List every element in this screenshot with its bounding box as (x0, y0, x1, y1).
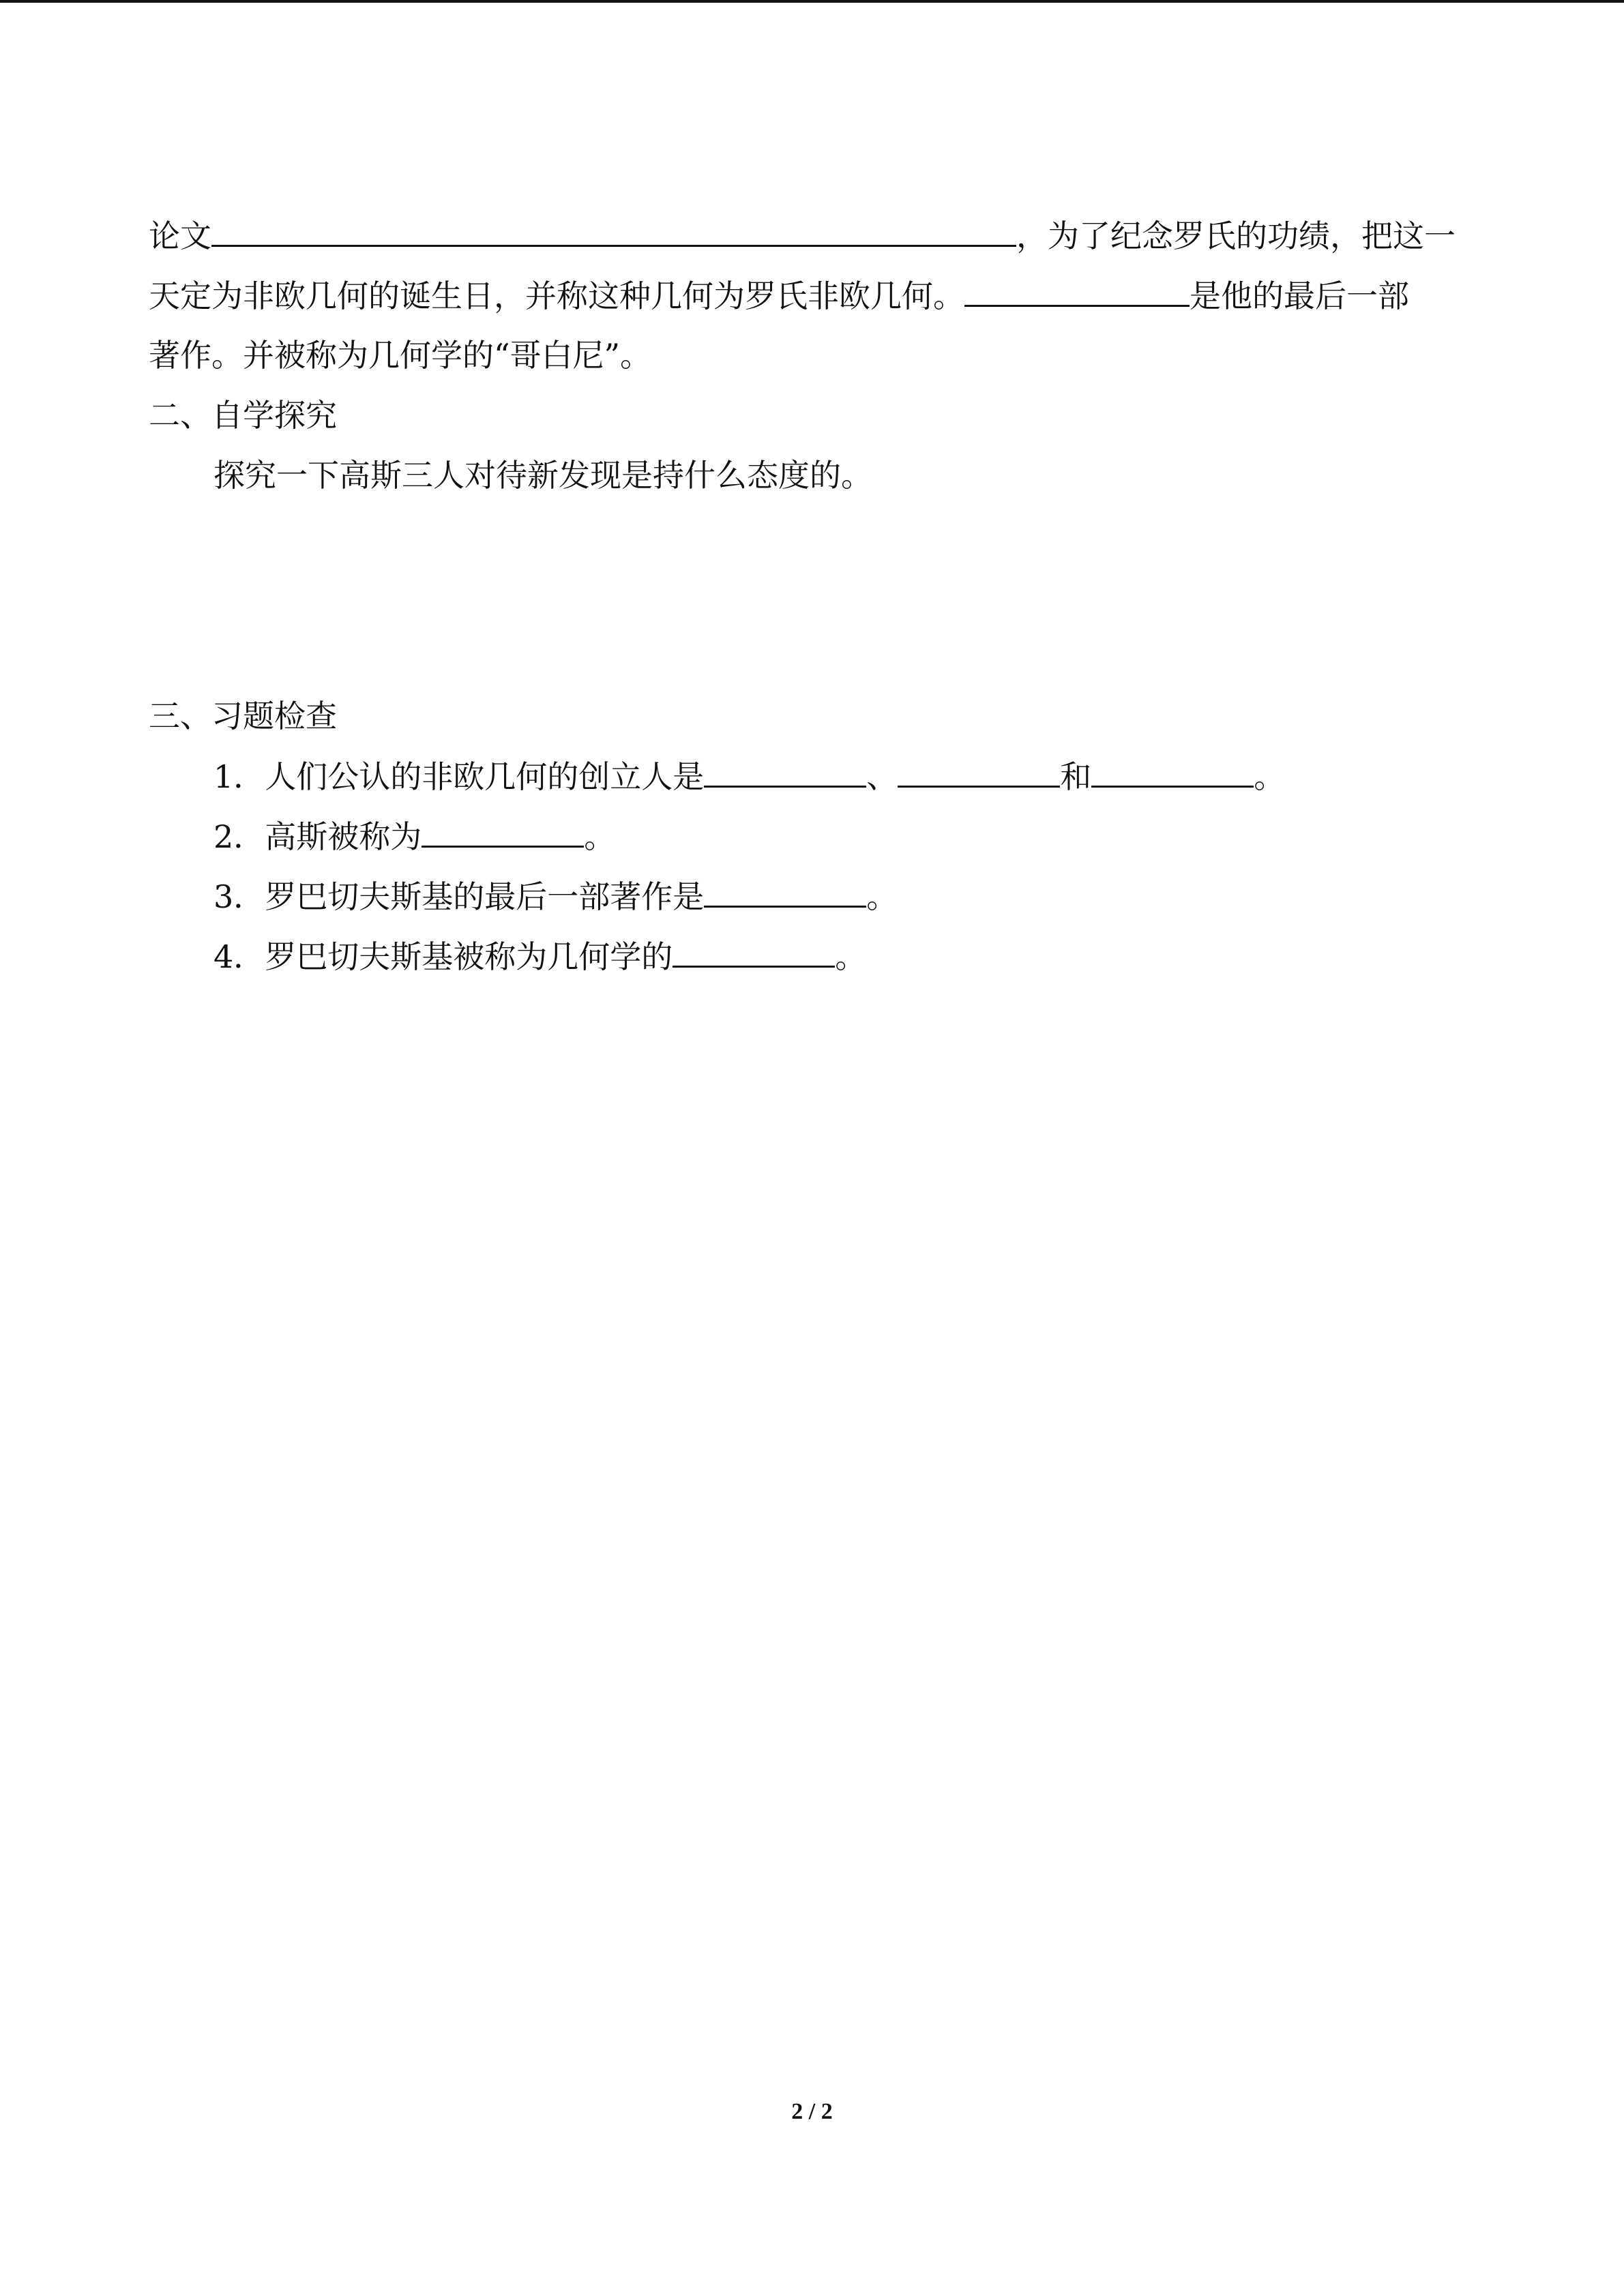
question-3-number: 3． (213, 878, 265, 915)
page-number: 2 / 2 (791, 2099, 833, 2124)
paragraph-line-1 (149, 215, 1456, 256)
fill-blank-last-work[interactable] (964, 275, 1190, 307)
question-3 (213, 876, 898, 917)
question-3-end: 。 (866, 878, 898, 915)
question-4-end: 。 (835, 938, 867, 975)
paragraph-line-1-end: ，为了纪念罗氏的功绩，把这一 (1016, 218, 1456, 254)
paragraph-line-2-start: 天定为非欧几何的诞生日，并称这种几何为罗氏非欧几何。 (149, 278, 964, 314)
question-2-text: 高斯被称为 (265, 818, 422, 855)
question-2-number: 2． (213, 818, 265, 855)
q1-answer-blank-3[interactable] (1091, 756, 1254, 788)
question-3-text: 罗巴切夫斯基的最后一部著作是 (265, 878, 705, 915)
paragraph-line-2 (149, 275, 1409, 316)
paragraph-line-1-start: 论文 (149, 218, 211, 254)
section-2-prompt: 探究一下高斯三人对待新发现是持什么态度的。 (213, 457, 872, 494)
question-1-end: 。 (1254, 758, 1286, 795)
question-4-text: 罗巴切夫斯基被称为几何学的 (265, 938, 673, 975)
fill-blank-paper-title[interactable] (211, 215, 1016, 247)
paragraph-line-3: 著作。并被称为几何学的“哥白尼”。 (149, 337, 652, 374)
question-2-end: 。 (584, 818, 616, 855)
q3-answer-blank[interactable] (704, 876, 866, 908)
q2-answer-blank[interactable] (422, 816, 584, 848)
question-1 (213, 756, 1285, 797)
question-1-separator-1: 、 (866, 758, 898, 795)
paragraph-line-2-end: 是他的最后一部 (1190, 278, 1409, 314)
q4-answer-blank[interactable] (673, 936, 835, 968)
question-4-number: 4． (213, 938, 265, 975)
question-1-text: 人们公认的非欧几何的创立人是 (265, 758, 705, 795)
question-4 (213, 936, 866, 977)
q1-answer-blank-2[interactable] (898, 756, 1060, 788)
question-1-number: 1． (213, 758, 265, 795)
q1-answer-blank-1[interactable] (704, 756, 866, 788)
section-3-heading: 三、习题检查 (149, 698, 337, 734)
question-2 (213, 816, 615, 857)
question-1-separator-2: 和 (1060, 758, 1092, 795)
section-2-heading: 二、自学探究 (149, 397, 337, 434)
